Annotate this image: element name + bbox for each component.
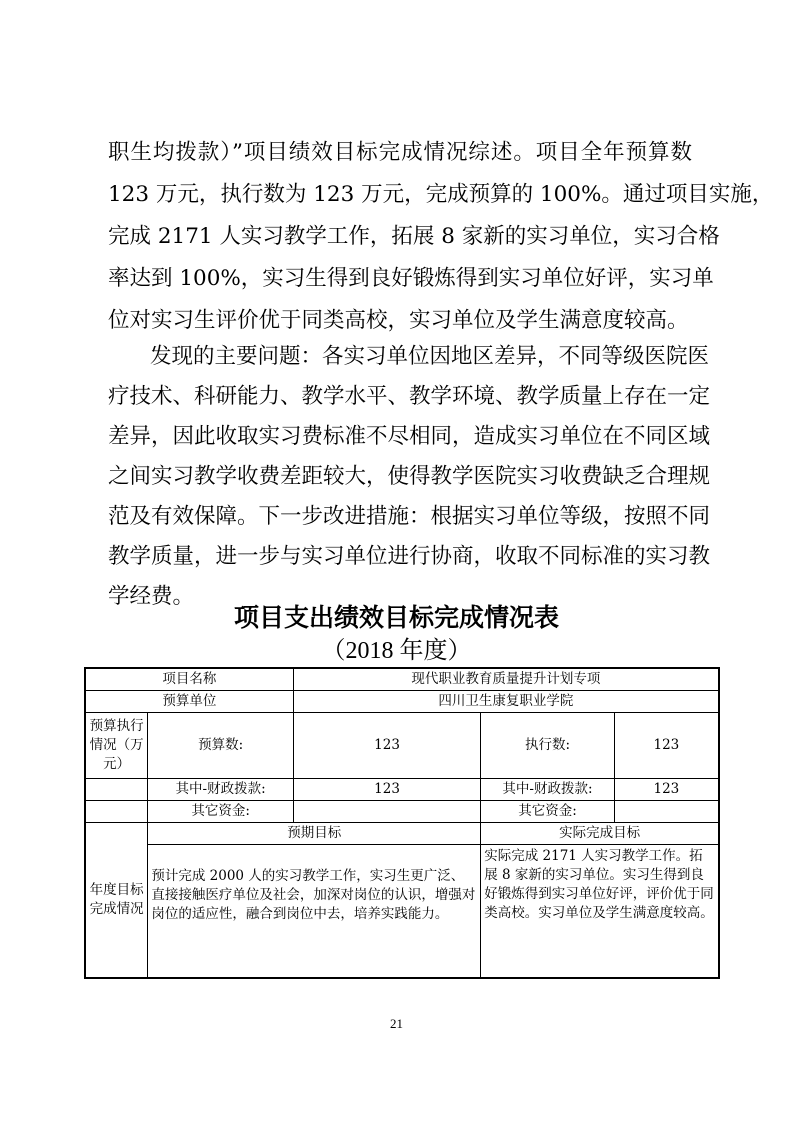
other-funds-label: 其它资金: <box>148 800 294 822</box>
other-funds-label: 其它资金: <box>481 800 615 822</box>
text-line: 范及有效保障。下一步改进措施：根据实习单位等级，按照不同 <box>108 504 711 529</box>
text-line: 之间实习教学收费差距较大，使得教学医院实习收费缺乏合理规 <box>108 464 711 489</box>
project-name-label: 项目名称 <box>85 668 293 690</box>
table-row <box>85 778 719 800</box>
fiscal-value: 123 <box>293 778 480 800</box>
text-line: 位对实习生评价优于同类高校，实习单位及学生满意度较高。 <box>108 308 689 333</box>
text-line: 疗技术、科研能力、教学水平、教学环境、教学质量上存在一定 <box>108 384 711 409</box>
text-line: 学经费。 <box>108 584 195 609</box>
text-line: 教学质量，进一步与实习单位进行协商，收取不同标准的实习教 <box>108 544 711 569</box>
budget-unit-label: 预算单位 <box>85 690 293 712</box>
project-name-value: 现代职业教育质量提升计划专项 <box>293 668 719 690</box>
text-line: 123 万元，执行数为 123 万元，完成预算的 100%。通过项目实施， <box>108 182 774 207</box>
expected-goal-header: 预期目标 <box>148 822 481 844</box>
table-row <box>85 668 719 690</box>
fiscal-label: 其中-财政拨款: <box>481 778 615 800</box>
annual-goal-label: 年度目标完成情况 <box>85 822 148 978</box>
table-year: （2018 年度） <box>321 638 472 664</box>
table-row <box>85 822 719 844</box>
table-row <box>85 800 719 822</box>
actual-goal-header: 实际完成目标 <box>481 822 719 844</box>
budget-value: 123 <box>293 712 480 778</box>
empty-cell <box>85 800 148 822</box>
exec-label: 执行数: <box>481 712 615 778</box>
text-line: 完成 2171 人实习教学工作，拓展 8 家新的实习单位，实习合格 <box>108 224 720 249</box>
table-row <box>85 844 719 978</box>
expected-goal-text: 预计完成 2000 人的实习教学工作，实习生更广泛、直接接触医疗单位及社会，加深对岗位的认识，增强对岗位的适应性，融合到岗位中去，培养实践能力。 <box>148 844 481 978</box>
text-line: 差异，因此收取实习费标准不尽相同，造成实习单位在不同区域 <box>108 424 711 449</box>
fiscal-value: 123 <box>614 778 719 800</box>
other-funds-value <box>293 800 480 822</box>
performance-table <box>84 667 720 979</box>
actual-goal-text: 实际完成 2171 人实习教学工作。拓展 8 家新的实习单位。实习生得到良好锻炼得到实习单位好评，评价优于同类高校。实习单位及学生满意度较高。 <box>481 844 719 978</box>
fiscal-label: 其中-财政拨款: <box>148 778 294 800</box>
table-row <box>85 712 719 778</box>
text-line: 率达到 100%，实习生得到良好锻炼得到实习单位好评，实习单 <box>108 266 714 291</box>
text-line: 发现的主要问题：各实习单位因地区差异，不同等级医院医 <box>150 344 710 369</box>
other-funds-value <box>614 800 719 822</box>
table-title: 项目支出绩效目标完成情况表 <box>233 603 559 632</box>
text-line: 职生均拨款）”项目绩效目标完成情况综述。项目全年预算数 <box>108 140 692 165</box>
exec-value: 123 <box>614 712 719 778</box>
budget-label: 预算数: <box>148 712 294 778</box>
table-row <box>85 690 719 712</box>
budget-exec-label: 预算执行情况（万元） <box>85 712 148 778</box>
budget-unit-value: 四川卫生康复职业学院 <box>293 690 719 712</box>
page-number: 21 <box>390 1016 403 1031</box>
empty-cell <box>85 778 148 800</box>
